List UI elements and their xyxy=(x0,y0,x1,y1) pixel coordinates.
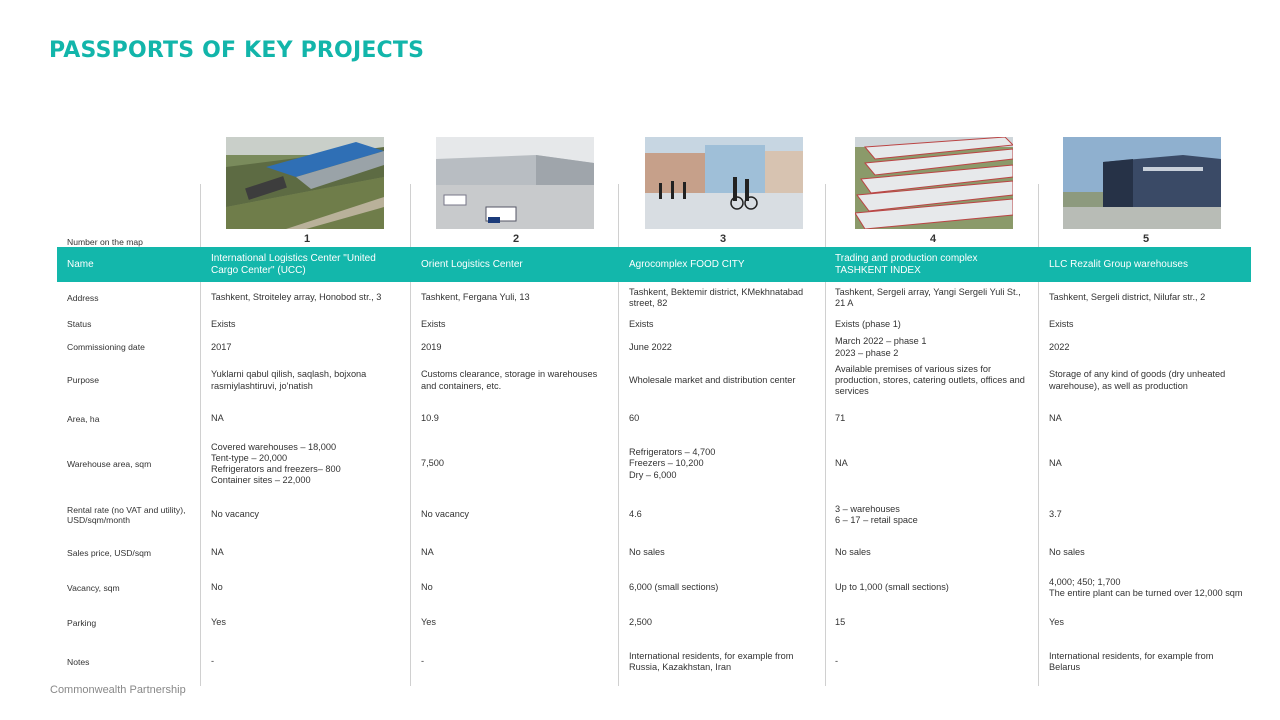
cell-sales-price-project-3: No sales xyxy=(629,547,665,558)
row-label-notes: Notes xyxy=(67,656,90,667)
row-label-sales-price: Sales price, USD/sqm xyxy=(67,547,152,558)
cell-status-project-4: Exists (phase 1) xyxy=(835,318,901,329)
cell-purpose-project-2: Customs clearance, storage in warehouses and containers, etc. xyxy=(421,369,598,391)
cell-sales-price-project-4: No sales xyxy=(835,547,871,558)
cell-rental-rate-project-1: No vacancy xyxy=(211,509,260,520)
cell-notes-project-2: - xyxy=(421,656,425,667)
cell-purpose-project-3: Wholesale market and distribution center xyxy=(629,374,796,385)
cell-notes-project-1: - xyxy=(211,656,215,667)
cell-commissioning-date-project-2: 2019 xyxy=(421,341,442,352)
cell-status-project-5: Exists xyxy=(1049,318,1074,329)
cell-status-project-2: Exists xyxy=(421,318,446,329)
rezalit-building-photo xyxy=(1063,137,1221,229)
cell-sales-price-project-1: NA xyxy=(211,547,224,558)
cell-notes-project-3: International residents, for example from Russia, Kazakhstan, Iran xyxy=(629,650,794,672)
row-label-parking: Parking xyxy=(67,617,97,628)
cell-sales-price-project-2: NA xyxy=(421,547,434,558)
page-title: PASSPORTS OF KEY PROJECTS xyxy=(49,38,425,63)
cell-address-project-5: Tashkent, Sergeli district, Nilufar str., 2 xyxy=(1049,292,1206,303)
cell-warehouse-area-project-3: Refrigerators – 4,700 Freezers – 10,200 Dry – 6,000 xyxy=(629,447,716,480)
cell-vacancy-project-2: No xyxy=(421,582,433,593)
cell-area-ha-project-4: 71 xyxy=(835,413,846,424)
row-label-purpose: Purpose xyxy=(67,375,100,386)
projects-table xyxy=(57,229,1251,687)
cell-commissioning-date-project-4: March 2022 – phase 1 2023 – phase 2 xyxy=(835,336,927,358)
row-label-warehouse-area: Warehouse area, sqm xyxy=(67,458,152,469)
cell-name-project-5: LLC Rezalit Group warehouses xyxy=(1039,247,1251,282)
cell-rental-rate-project-2: No vacancy xyxy=(421,509,470,520)
cell-commissioning-date-project-1: 2017 xyxy=(211,341,232,352)
cell-address-project-4: Tashkent, Sergeli array, Yangi Sergeli Yuli St., 21 A xyxy=(835,286,1021,308)
cell-area-ha-project-5: NA xyxy=(1049,413,1062,424)
cell-area-ha-project-1: NA xyxy=(211,413,224,424)
cell-number-project-1: 1 xyxy=(303,232,311,245)
row-label-rental-rate: Rental rate (no VAT and utility), USD/sqm/month xyxy=(67,504,186,525)
aerial-logistics-center-photo xyxy=(226,137,384,229)
row-label-status: Status xyxy=(67,319,92,330)
cell-status-project-3: Exists xyxy=(629,318,654,329)
row-label-name: Name xyxy=(57,247,201,282)
cell-parking-project-4: 15 xyxy=(835,617,846,628)
cell-area-ha-project-3: 60 xyxy=(629,413,640,424)
cell-warehouse-area-project-5: NA xyxy=(1049,458,1062,469)
cell-warehouse-area-project-4: NA xyxy=(835,458,848,469)
cell-parking-project-2: Yes xyxy=(421,617,436,628)
cell-notes-project-5: International residents, for example from Belarus xyxy=(1049,650,1214,672)
row-label-address: Address xyxy=(67,292,99,303)
cell-purpose-project-1: Yuklarni qabul qilish, saqlash, bojxona rasmiylashtiruvi, jo'natish xyxy=(211,369,367,391)
warehouse-render-photo xyxy=(436,137,594,229)
cell-sales-price-project-5: No sales xyxy=(1049,547,1085,558)
trading-complex-aerial-photo xyxy=(855,137,1013,229)
cell-purpose-project-4: Available premises of various sizes for production, stores, catering outlets, offices and services xyxy=(835,363,1025,397)
row-label-vacancy: Vacancy, sqm xyxy=(67,582,120,593)
cell-commissioning-date-project-3: June 2022 xyxy=(629,341,672,352)
cell-address-project-1: Tashkent, Stroiteley array, Honobod str., 3 xyxy=(211,292,382,303)
cell-parking-project-3: 2,500 xyxy=(629,617,652,628)
cell-rental-rate-project-5: 3.7 xyxy=(1049,509,1062,520)
cell-address-project-3: Tashkent, Bektemir district, KMekhnatabad street, 82 xyxy=(629,286,804,308)
cell-warehouse-area-project-2: 7,500 xyxy=(421,458,444,469)
cell-number-project-3: 3 xyxy=(719,232,727,245)
cell-number-project-5: 5 xyxy=(1142,232,1150,245)
cell-name-project-3: Agrocomplex FOOD CITY xyxy=(619,247,825,282)
food-city-street-photo xyxy=(645,137,803,229)
cell-address-project-2: Tashkent, Fergana Yuli, 13 xyxy=(421,292,530,303)
row-label-area-ha: Area, ha xyxy=(67,413,100,424)
cell-vacancy-project-4: Up to 1,000 (small sections) xyxy=(835,582,949,593)
cell-rental-rate-project-3: 4.6 xyxy=(629,509,642,520)
cell-number-project-2: 2 xyxy=(512,232,520,245)
cell-area-ha-project-2: 10.9 xyxy=(421,413,439,424)
cell-vacancy-project-3: 6,000 (small sections) xyxy=(629,582,719,593)
cell-name-project-1: International Logistics Center "United Cargo Center" (UCC) xyxy=(201,247,411,282)
cell-notes-project-4: - xyxy=(835,656,839,667)
cell-parking-project-1: Yes xyxy=(211,617,226,628)
cell-name-project-4: Trading and production complex TASHKENT INDEX xyxy=(825,247,1039,282)
cell-parking-project-5: Yes xyxy=(1049,617,1064,628)
footer-brand: Commonwealth Partnership xyxy=(50,684,186,696)
cell-vacancy-project-1: No xyxy=(211,582,223,593)
cell-name-project-2: Orient Logistics Center xyxy=(411,247,619,282)
cell-number-project-4: 4 xyxy=(929,232,937,245)
row-label-commissioning-date: Commissioning date xyxy=(67,342,145,353)
cell-commissioning-date-project-5: 2022 xyxy=(1049,341,1070,352)
cell-vacancy-project-5: 4,000; 450; 1,700 The entire plant can be turned over 12,000 sqm xyxy=(1049,576,1243,598)
cell-rental-rate-project-4: 3 – warehouses 6 – 17 – retail space xyxy=(835,503,918,525)
row-label-number: Number on the map xyxy=(67,236,143,247)
cell-status-project-1: Exists xyxy=(211,318,236,329)
cell-warehouse-area-project-1: Covered warehouses – 18,000 Tent-type – 20,000 Refrigerators and freezers– 800 Container sites – 22,000 xyxy=(211,441,341,486)
cell-purpose-project-5: Storage of any kind of goods (dry unheated warehouse), as well as production xyxy=(1049,369,1226,391)
